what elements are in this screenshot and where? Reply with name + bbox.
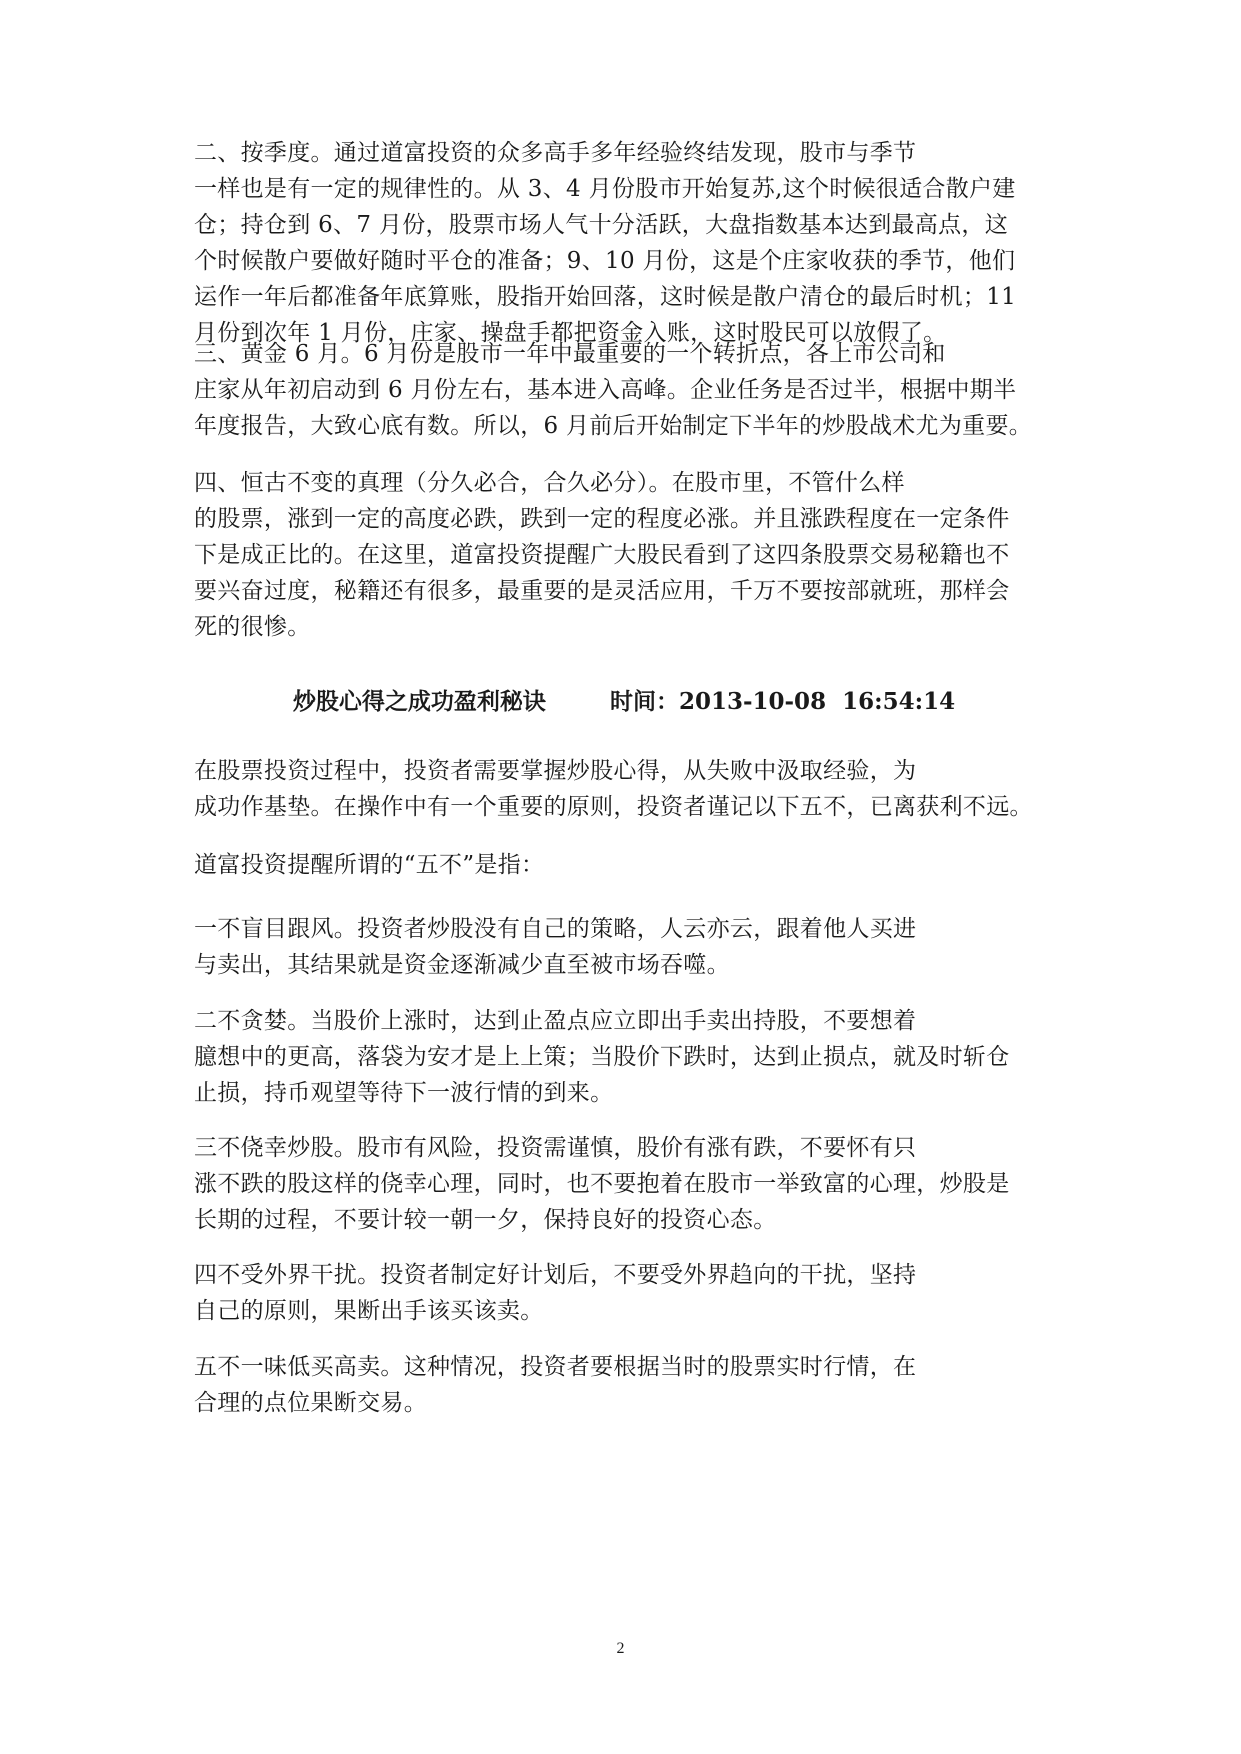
section-title: 炒股心得之成功盈利秘诀 时间：2013-10-08 16:54:14 — [292, 688, 956, 715]
paragraph-eternal-truth: 四、恒古不变的真理（分久必合，合久必分）。在股市里，不管什么样 的股票，涨到一定的高度必跌，跌到一定的程度必涨。并且涨跌程度在一定条件 下是成正比的。在这里，道富投资提醒广大股民看到了这四条股票交易秘籍也不 要兴奋过度，秘籍还有很多，最重要的是灵活应用，千万不要按部就班，那样会 死的很惨。 — [194, 470, 1010, 640]
paragraph-rule-one: 一不盲目跟风。投资者炒股没有自己的策略，人云亦云，跟着他人买进 与卖出，其结果就是资金逐渐减少直至被市场吞噬。 — [194, 916, 917, 978]
paragraph-rule-two: 二不贪婪。当股价上涨时，达到止盈点应立即出手卖出持股，不要想着 臆想中的更高，落袋为安才是上上策；当股价下跌时，达到止损点，就及时斩仓 止损，持币观望等待下一波行情的到来。 — [194, 1008, 1010, 1106]
paragraph-five-nots-heading: 道富投资提醒所谓的“五不”是指： — [194, 852, 545, 878]
paragraph-golden-june: 三、黄金 6 月。6 月份是股市一年中最重要的一个转折点，各上市公司和 庄家从年初启动到 6 月份左右，基本进入高峰。企业任务是否过半，根据中期半 年度报告，大致心底有数。所以，6 月前后开始制定下半年的炒股战术尤为重要。 — [194, 341, 1033, 439]
paragraph-rule-three: 三不侥幸炒股。股市有风险，投资需谨慎，股价有涨有跌，不要怀有只 涨不跌的股这样的侥幸心理，同时，也不要抱着在股市一举致富的心理，炒股是 长期的过程，不要计较一朝一夕，保持良好的投资心态。 — [194, 1135, 1010, 1233]
paragraph-rule-five: 五不一味低买高卖。这种情况，投资者要根据当时的股票实时行情，在 合理的点位果断交易。 — [194, 1354, 917, 1416]
paragraph-intro: 在股票投资过程中，投资者需要掌握炒股心得，从失败中汲取经验，为 成功作基垫。在操作中有一个重要的原则，投资者谨记以下五不，已离获利不远。 — [194, 758, 1033, 820]
paragraph-by-season: 二、按季度。通过道富投资的众多高手多年经验终结发现，股市与季节 一样也是有一定的规律性的。从 3、4 月份股市开始复苏,这个时候很适合散户建 仓；持仓到 6、7 月份，股票市场人气十分活跃，大盘指数基本达到最高点，这 个时候散户要做好随时平仓的准备；9、10 月份，这是个庄家收获的季节，他们 运作一年后都准备年底算账，股指开始回落，这时候是散户清仓的最后时机；11 月份到次年 1 月份，庄家、操盘手都把资金入账，这时股民可以放假了。 — [194, 140, 1017, 346]
paragraph-rule-four: 四不受外界干扰。投资者制定好计划后，不要受外界趋向的干扰，坚持 自己的原则，果断出手该买该卖。 — [194, 1262, 917, 1324]
page-number: 2 — [616, 1640, 625, 1657]
